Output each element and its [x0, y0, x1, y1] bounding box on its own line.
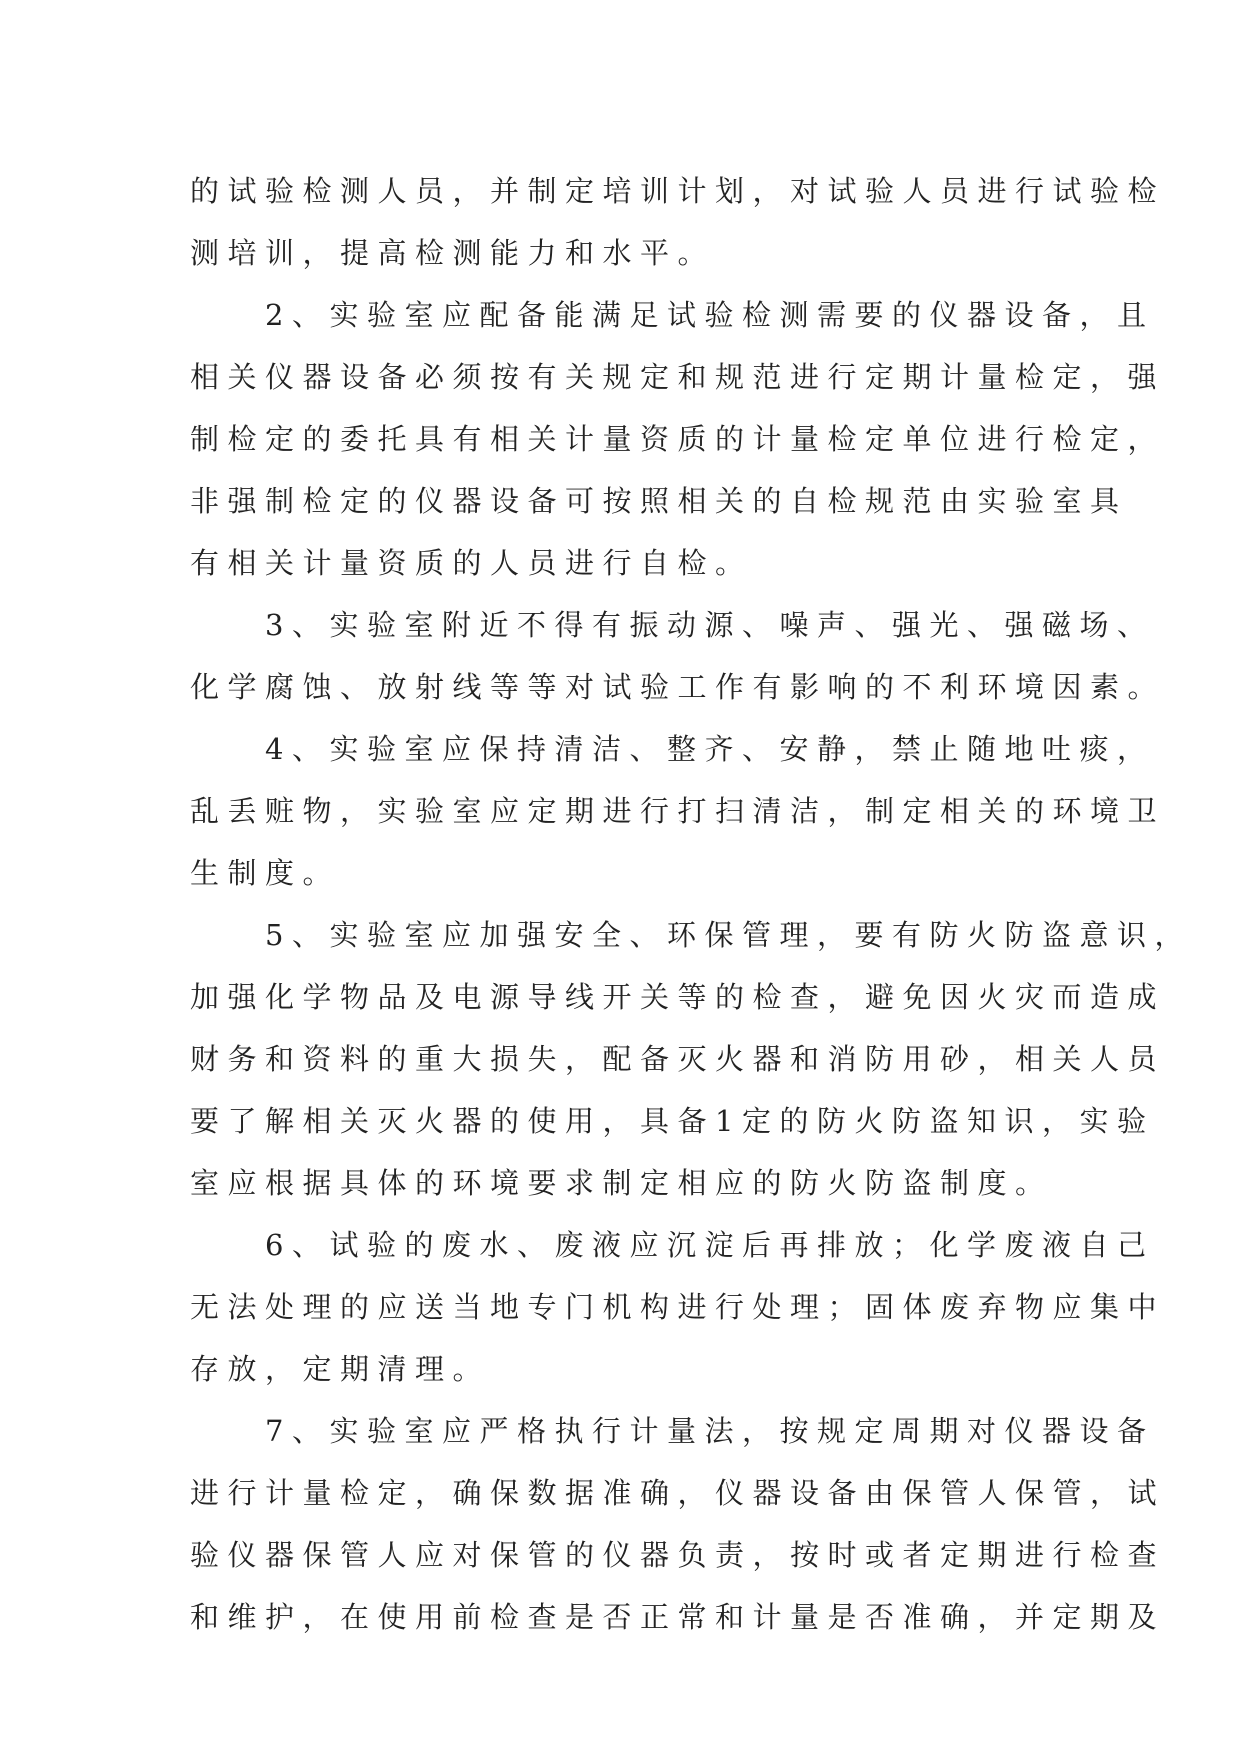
text-line: 5、实验室应加强安全、环保管理，要有防火防盗意识， — [190, 918, 1192, 952]
document-body — [190, 160, 1192, 1648]
text-line: 2、实验室应配备能满足试验检测需要的仪器设备，且 — [190, 298, 1155, 332]
text-line: 7、实验室应严格执行计量法，按规定周期对仪器设备 — [190, 1414, 1155, 1448]
text-line: 生制度。 — [190, 856, 341, 890]
text-line: 要了解相关灭火器的使用，具备1定的防火防盗知识，实验 — [190, 1104, 1155, 1138]
text-line: 化学腐蚀、放射线等等对试验工作有影响的不利环境因素。 — [190, 670, 1166, 704]
text-line: 制检定的委托具有相关计量资质的计量检定单位进行检定， — [190, 422, 1166, 456]
text-line: 有相关计量资质的人员进行自检。 — [190, 546, 753, 580]
text-line: 验仪器保管人应对保管的仪器负责，按时或者定期进行检查 — [190, 1538, 1166, 1572]
text-line: 无法处理的应送当地专门机构进行处理；固体废弃物应集中 — [190, 1290, 1166, 1324]
text-line: 测培训，提高检测能力和水平。 — [190, 236, 716, 270]
text-line: 4、实验室应保持清洁、整齐、安静，禁止随地吐痰， — [190, 732, 1155, 766]
text-line: 进行计量检定，确保数据准确，仪器设备由保管人保管，试 — [190, 1476, 1166, 1510]
text-line: 和维护，在使用前检查是否正常和计量是否准确，并定期及 — [190, 1600, 1166, 1634]
text-line: 乱丢赃物，实验室应定期进行打扫清洁，制定相关的环境卫 — [190, 794, 1166, 828]
text-line: 3、实验室附近不得有振动源、噪声、强光、强磁场、 — [190, 608, 1155, 642]
text-line: 加强化学物品及电源导线开关等的检查，避免因火灾而造成 — [190, 980, 1166, 1014]
text-line: 存放，定期清理。 — [190, 1352, 491, 1386]
text-line: 室应根据具体的环境要求制定相应的防火防盗制度。 — [190, 1166, 1053, 1200]
text-line: 财务和资料的重大损失，配备灭火器和消防用砂，相关人员 — [190, 1042, 1166, 1076]
text-line: 的试验检测人员，并制定培训计划，对试验人员进行试验检 — [190, 174, 1166, 208]
text-line: 相关仪器设备必须按有关规定和规范进行定期计量检定，强 — [190, 360, 1166, 394]
text-line: 非强制检定的仪器设备可按照相关的自检规范由实验室具 — [190, 484, 1128, 518]
text-line: 6、试验的废水、废液应沉淀后再排放；化学废液自己 — [190, 1228, 1155, 1262]
